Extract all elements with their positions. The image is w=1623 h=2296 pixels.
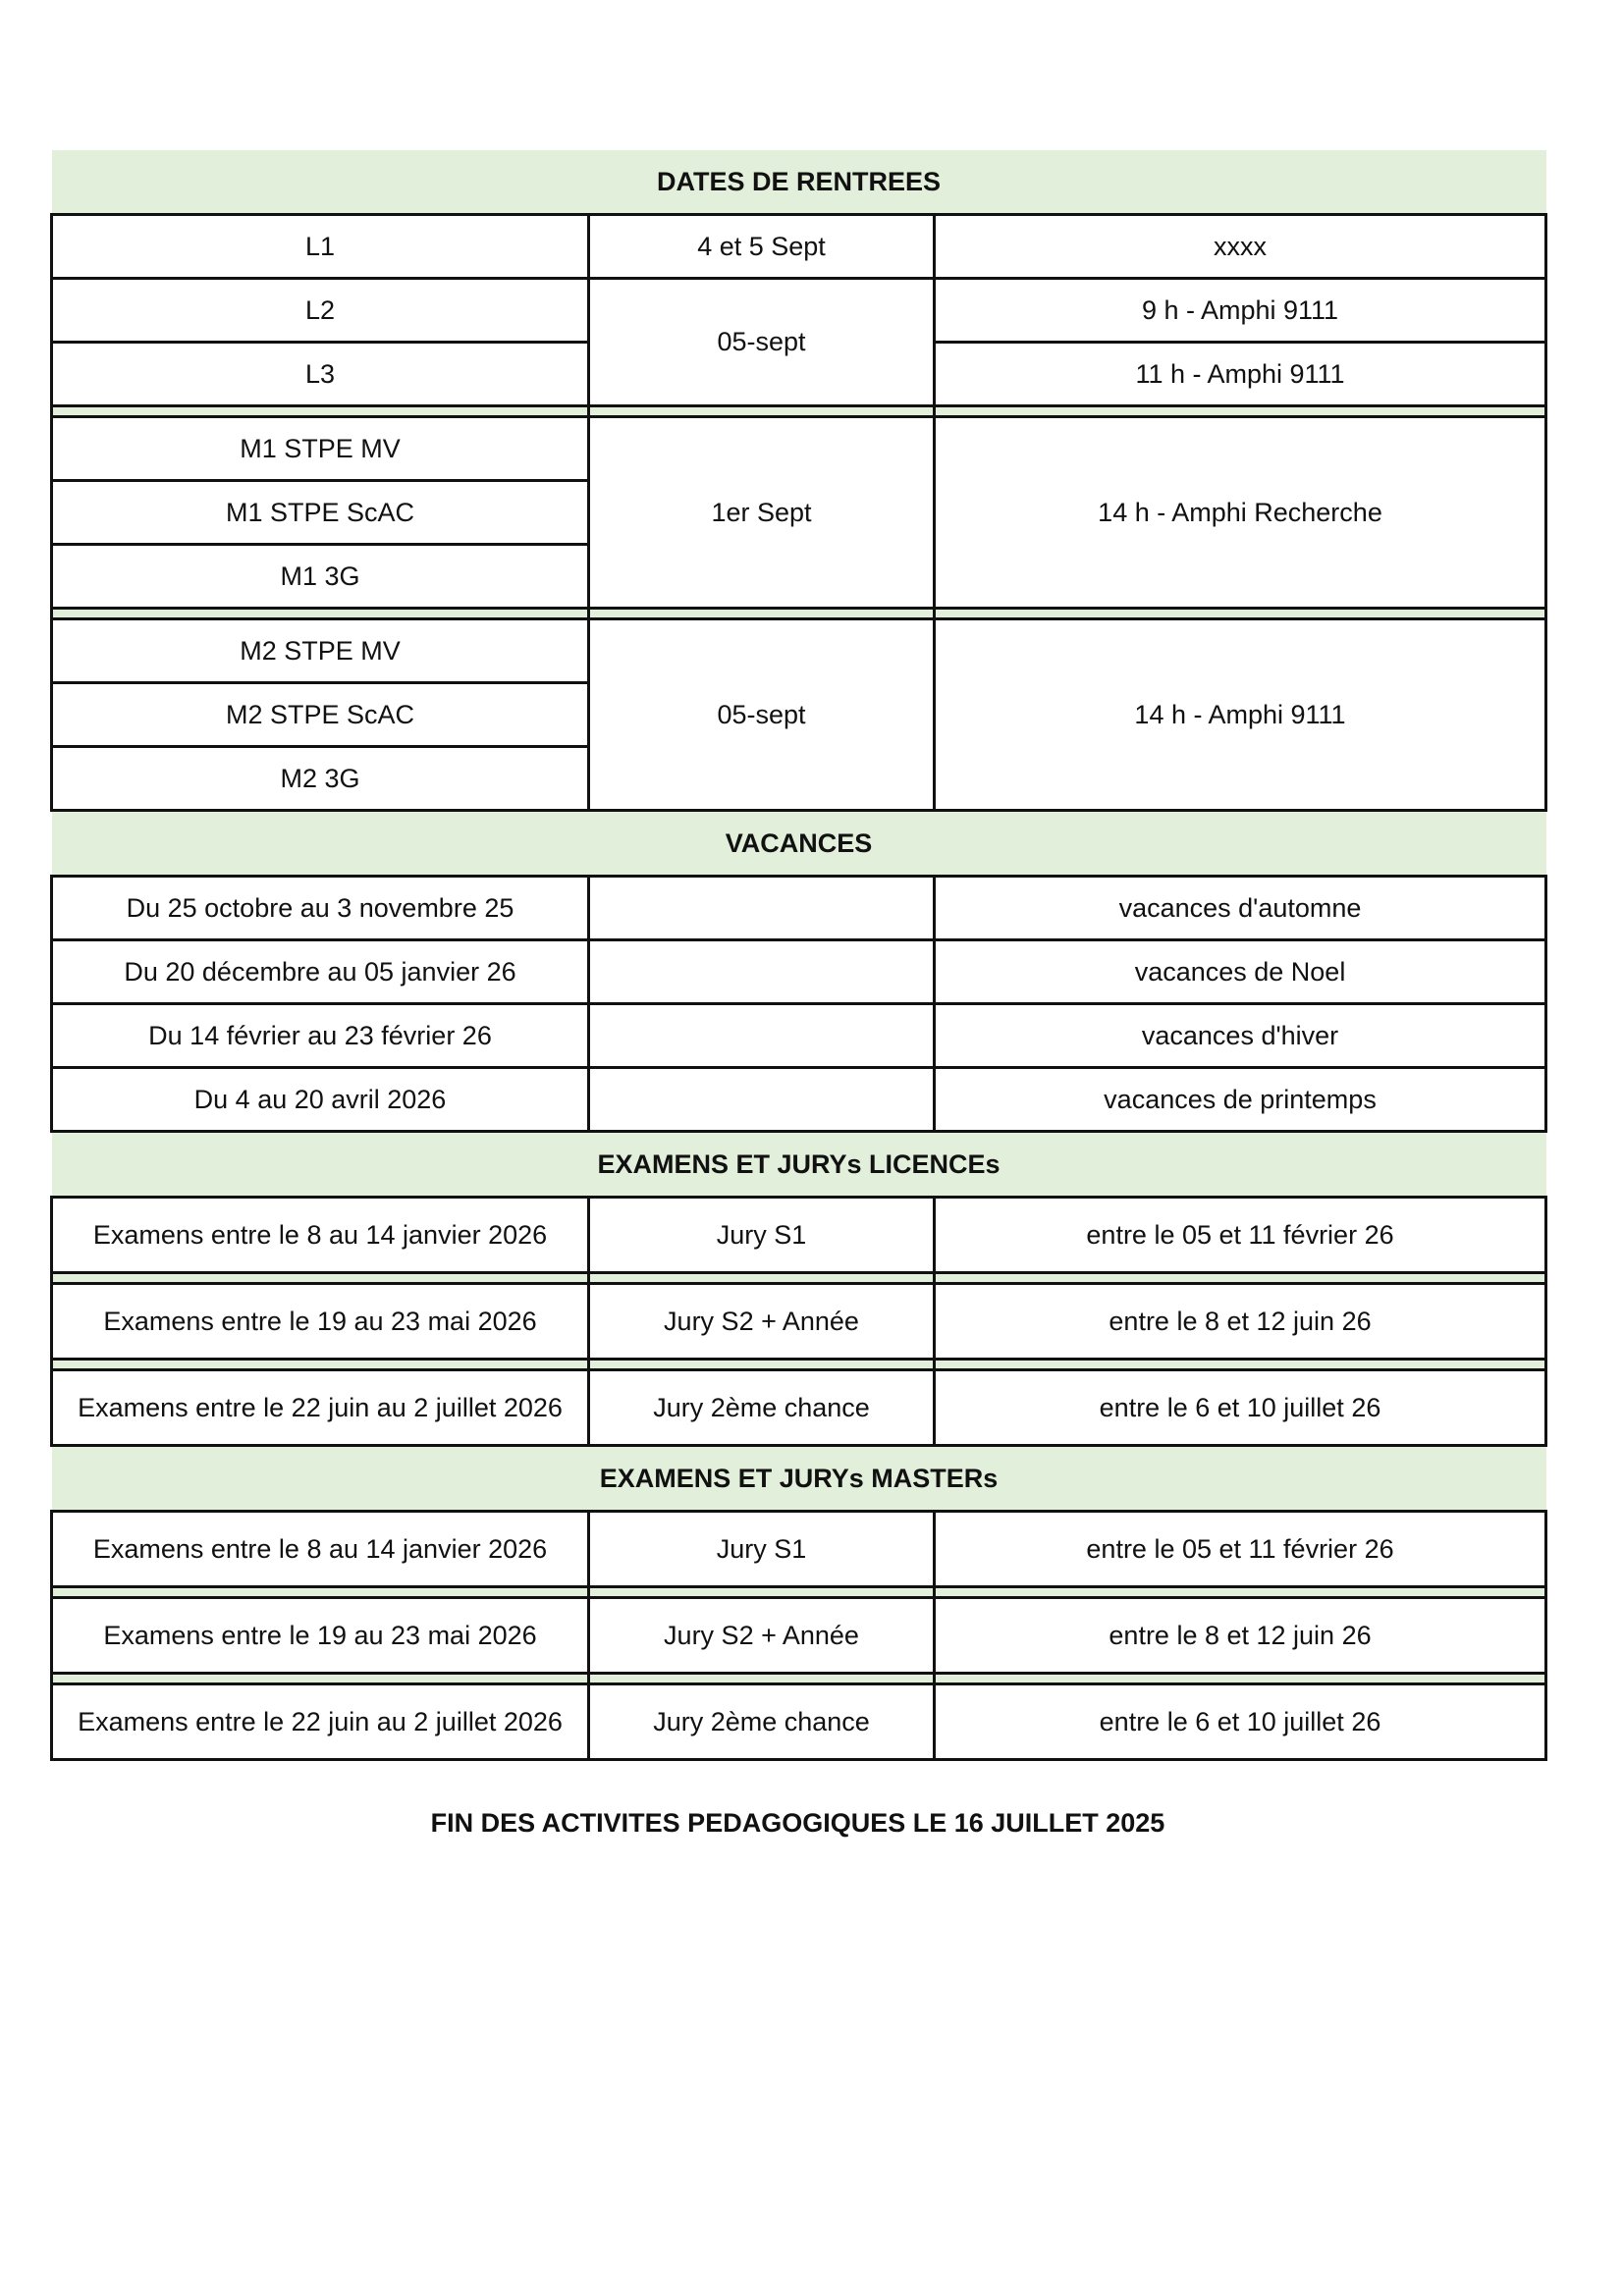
academic-calendar-table <box>50 150 1547 1761</box>
section-header-vacances <box>52 811 1546 877</box>
table-row <box>52 279 1546 343</box>
table-row <box>52 1370 1546 1446</box>
separator-row <box>52 1587 1546 1598</box>
section-title: VACANCES <box>52 811 1546 877</box>
exam-period-cell: Examens entre le 8 au 14 janvier 2026 <box>52 1512 589 1587</box>
separator-row <box>52 609 1546 619</box>
jury-cell: Jury S2 + Année <box>589 1284 935 1360</box>
info-cell: 14 h - Amphi Recherche <box>935 417 1546 609</box>
jury-dates-cell: entre le 05 et 11 février 26 <box>935 1198 1546 1273</box>
info-cell: 9 h - Amphi 9111 <box>935 279 1546 343</box>
section-title: DATES DE RENTREES <box>52 150 1546 215</box>
level-cell: M1 3G <box>52 545 589 609</box>
empty-cell <box>589 940 935 1004</box>
level-cell: M2 STPE MV <box>52 619 589 683</box>
date-cell: 05-sept <box>589 619 935 811</box>
level-cell: L3 <box>52 343 589 406</box>
table-row <box>52 1004 1546 1068</box>
period-cell: Du 25 octobre au 3 novembre 25 <box>52 877 589 940</box>
table-row <box>52 619 1546 683</box>
exam-period-cell: Examens entre le 22 juin au 2 juillet 2026 <box>52 1370 589 1446</box>
jury-cell: Jury 2ème chance <box>589 1684 935 1760</box>
jury-cell: Jury S1 <box>589 1512 935 1587</box>
date-cell: 05-sept <box>589 279 935 406</box>
period-cell: Du 20 décembre au 05 janvier 26 <box>52 940 589 1004</box>
jury-cell: Jury S1 <box>589 1198 935 1273</box>
holiday-label-cell: vacances de Noel <box>935 940 1546 1004</box>
table-row <box>52 1068 1546 1132</box>
level-cell: M1 STPE ScAC <box>52 481 589 545</box>
jury-dates-cell: entre le 6 et 10 juillet 26 <box>935 1370 1546 1446</box>
table-row <box>52 877 1546 940</box>
jury-dates-cell: entre le 6 et 10 juillet 26 <box>935 1684 1546 1760</box>
table-row <box>52 1512 1546 1587</box>
exam-period-cell: Examens entre le 22 juin au 2 juillet 2026 <box>52 1684 589 1760</box>
table-row <box>52 1598 1546 1674</box>
level-cell: M1 STPE MV <box>52 417 589 481</box>
table-row <box>52 417 1546 481</box>
info-cell: xxxx <box>935 215 1546 279</box>
exam-period-cell: Examens entre le 19 au 23 mai 2026 <box>52 1598 589 1674</box>
section-title: EXAMENS ET JURYs MASTERs <box>52 1446 1546 1512</box>
level-cell: L1 <box>52 215 589 279</box>
level-cell: L2 <box>52 279 589 343</box>
table-row <box>52 940 1546 1004</box>
separator-row <box>52 1674 1546 1684</box>
period-cell: Du 14 février au 23 février 26 <box>52 1004 589 1068</box>
table-row <box>52 1198 1546 1273</box>
jury-dates-cell: entre le 05 et 11 février 26 <box>935 1512 1546 1587</box>
jury-dates-cell: entre le 8 et 12 juin 26 <box>935 1598 1546 1674</box>
empty-cell <box>589 1068 935 1132</box>
holiday-label-cell: vacances d'hiver <box>935 1004 1546 1068</box>
section-header-masters <box>52 1446 1546 1512</box>
level-cell: M2 STPE ScAC <box>52 683 589 747</box>
exam-period-cell: Examens entre le 19 au 23 mai 2026 <box>52 1284 589 1360</box>
table-row <box>52 1284 1546 1360</box>
exam-period-cell: Examens entre le 8 au 14 janvier 2026 <box>52 1198 589 1273</box>
separator-row <box>52 406 1546 417</box>
date-cell: 4 et 5 Sept <box>589 215 935 279</box>
empty-cell <box>589 1004 935 1068</box>
empty-cell <box>589 877 935 940</box>
table-row <box>52 215 1546 279</box>
section-header-licences <box>52 1132 1546 1198</box>
info-cell: 14 h - Amphi 9111 <box>935 619 1546 811</box>
holiday-label-cell: vacances de printemps <box>935 1068 1546 1132</box>
footer-note: FIN DES ACTIVITES PEDAGOGIQUES LE 16 JUILLET 2025 <box>430 1808 1165 1838</box>
holiday-label-cell: vacances d'automne <box>935 877 1546 940</box>
jury-cell: Jury S2 + Année <box>589 1598 935 1674</box>
separator-row <box>52 1360 1546 1370</box>
section-title: EXAMENS ET JURYs LICENCEs <box>52 1132 1546 1198</box>
jury-cell: Jury 2ème chance <box>589 1370 935 1446</box>
table-row <box>52 1684 1546 1760</box>
level-cell: M2 3G <box>52 747 589 811</box>
separator-row <box>52 1273 1546 1284</box>
jury-dates-cell: entre le 8 et 12 juin 26 <box>935 1284 1546 1360</box>
info-cell: 11 h - Amphi 9111 <box>935 343 1546 406</box>
date-cell: 1er Sept <box>589 417 935 609</box>
period-cell: Du 4 au 20 avril 2026 <box>52 1068 589 1132</box>
section-header-rentrees <box>52 150 1546 215</box>
